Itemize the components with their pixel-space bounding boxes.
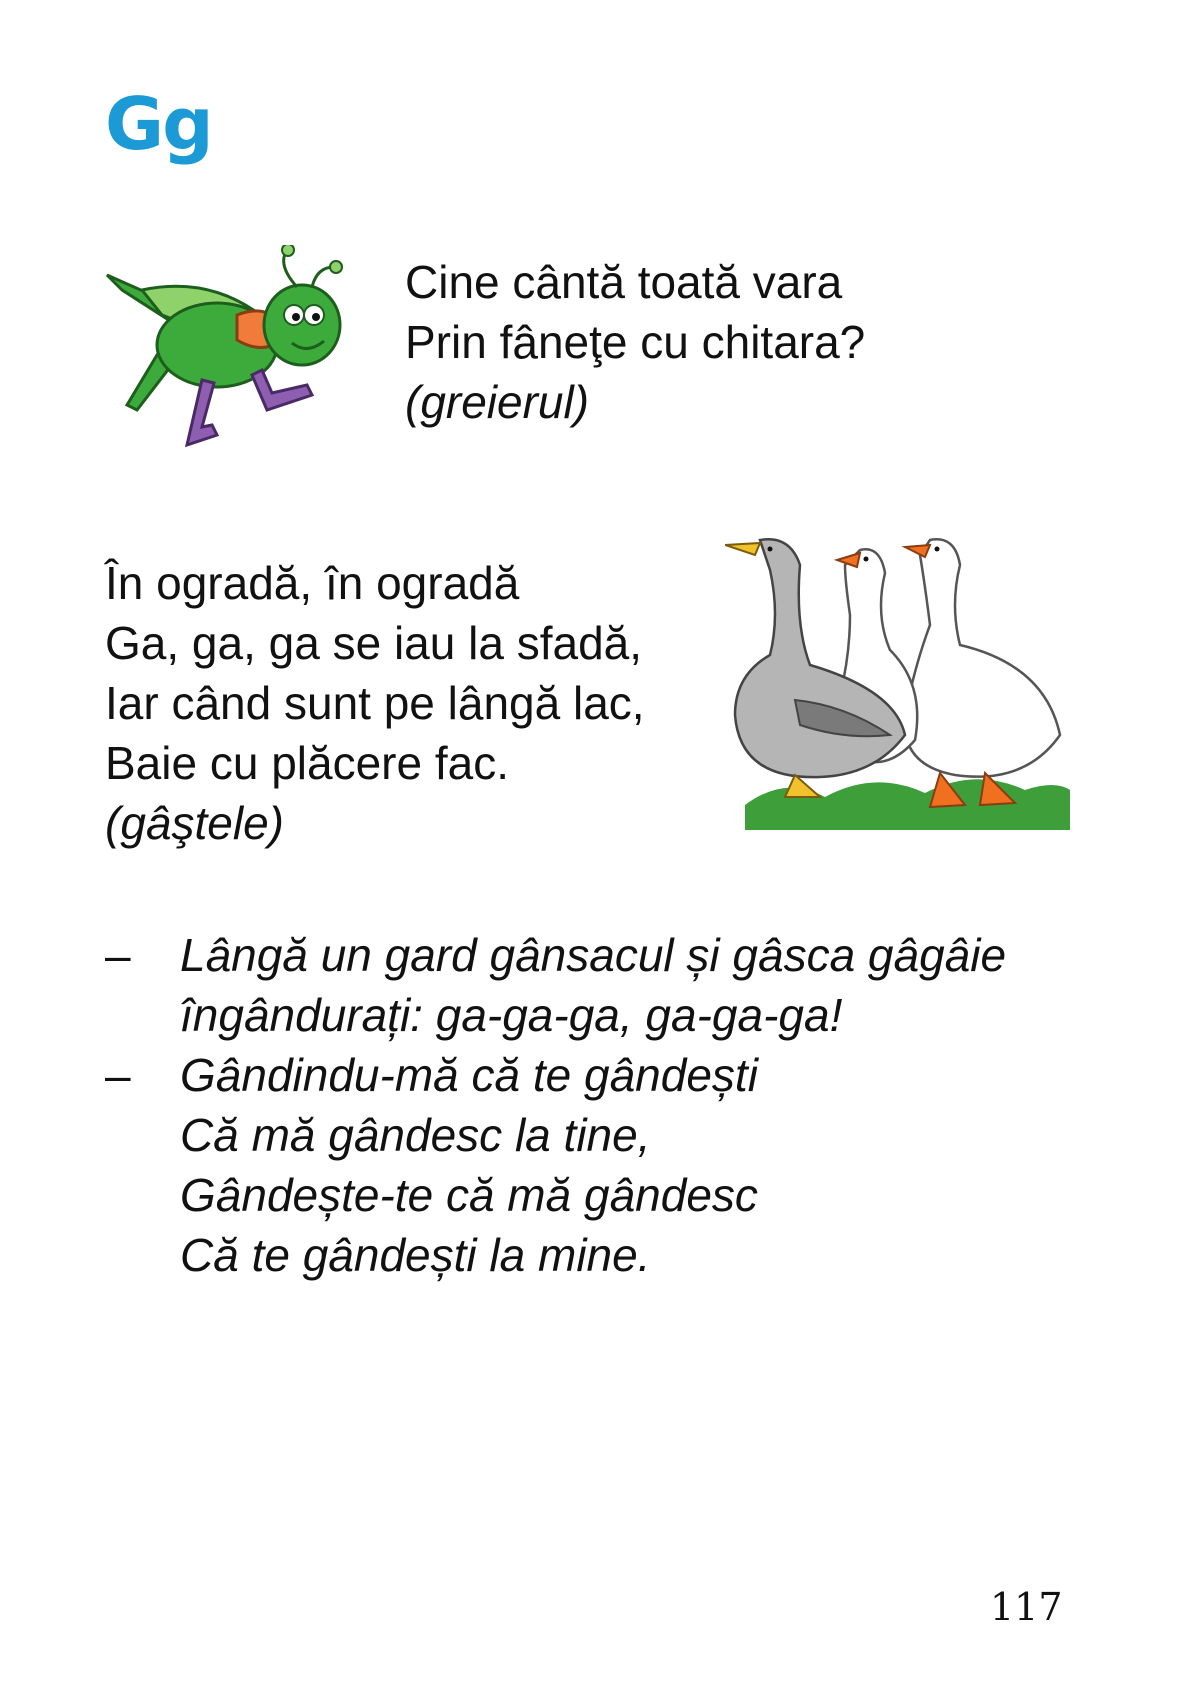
twister-line: Că te gândești la mine. [180,1229,651,1281]
twister-line: îngândurați: ga-ga-ga, ga-ga-ga! [180,989,843,1041]
geese-illustration [725,535,1070,830]
twister-line: Gândindu-mă că te gândești [180,1049,758,1101]
riddle-answer: (greierul) [405,376,590,428]
list-dash: – [105,1049,131,1101]
riddle-answer: (gâştele) [105,797,284,849]
list-dash: – [105,929,131,981]
twister-line: Gândește-te că mă gândesc [180,1169,758,1221]
riddle-line: Prin fâneţe cu chitara? [405,316,866,368]
tongue-twisters [105,925,1105,1285]
riddle-line: Cine cântă toată vara [405,256,843,308]
riddle-line: Ga, ga, ga se iau la sfadă, [105,617,643,669]
riddle-line: În ogradă, în ogradă [105,557,520,609]
tongue-twister [105,1045,1105,1285]
tongue-twister [105,925,1105,1045]
letter-heading: Gg [105,82,212,166]
twister-line: Că mă gândesc la tine, [180,1109,651,1161]
riddle-line: Iar când sunt pe lângă lac, [105,677,645,729]
twister-line: Lângă un gard gânsacul și gâsca gâgâie [180,929,1007,981]
riddle-geese [105,553,645,853]
riddle-line: Baie cu plăcere fac. [105,737,510,789]
grasshopper-illustration [102,245,372,460]
riddle-grasshopper [405,252,865,432]
page-number: 117 [990,1585,1063,1629]
